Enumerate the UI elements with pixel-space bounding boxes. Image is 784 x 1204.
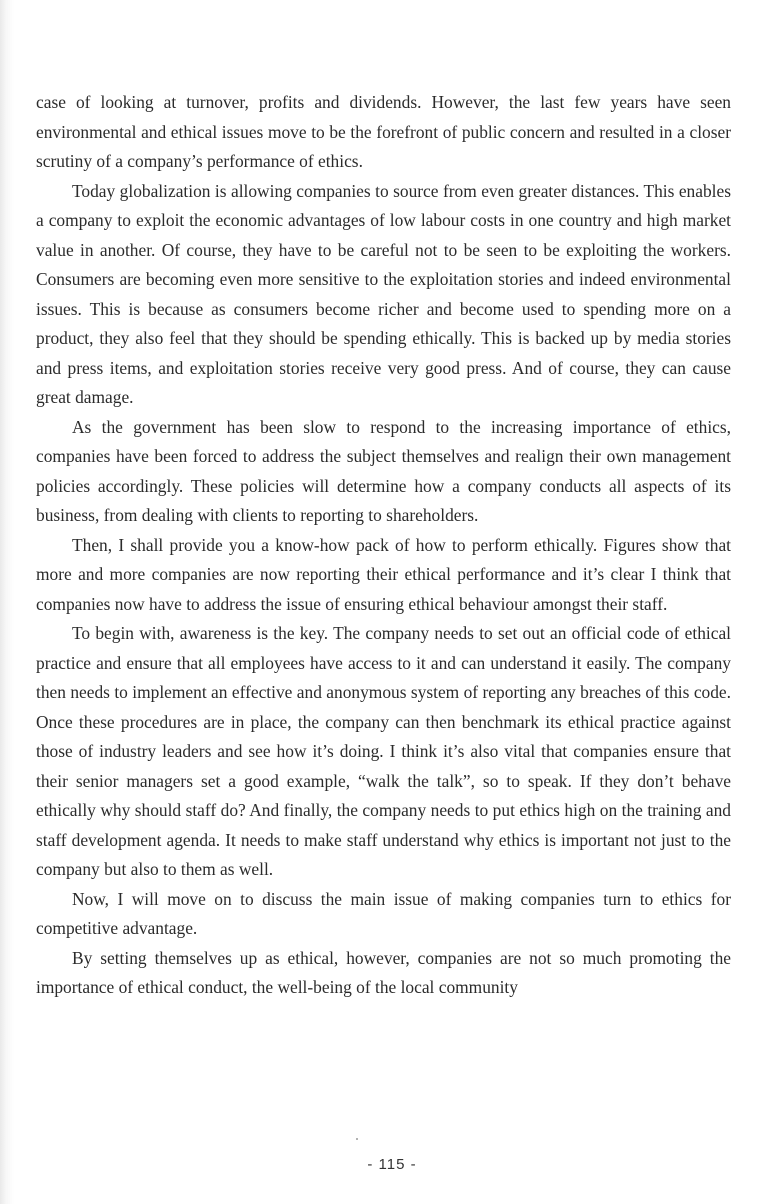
print-speck <box>356 1138 358 1140</box>
paragraph-1: case of looking at turnover, profits and dividends. However, the last few years have seen environmental and ethical issues move to be the forefront of public concern and resulted in a closer scrutiny of a company’s performance of ethics. <box>36 92 731 171</box>
paragraph-5: To begin with, awareness is the key. The company needs to set out an official code of ethical practice and ensure that all employees have access to it and can understand it easily. The company then needs to implement an effective and anonymous system of reporting any breaches of this code. Once these procedures are in place, the company can then benchmark its ethical practice against those of industry leaders and see how it’s doing. I think it’s also vital that companies ensure that their senior managers set a good example, “walk the talk”, so to speak. If they don’t behave ethically why should staff do? And finally, the company needs to put ethics high on the training and staff development agenda. It needs to make staff understand why ethics is important not just to the company but also to them as well. <box>36 623 731 879</box>
paragraph-7: By setting themselves up as ethical, however, companies are not so much promoting the importance of ethical conduct, the well-being of the local community <box>36 947 731 997</box>
body-text <box>36 88 731 1003</box>
paragraph-6: Now, I will move on to discuss the main issue of making companies turn to ethics for competitive advantage. <box>36 888 731 938</box>
paragraph-3: As the government has been slow to respond to the increasing importance of ethics, companies have been forced to address the subject themselves and realign their own management policies accordingly. These policies will determine how a company conducts all aspects of its business, from dealing with clients to reporting to shareholders. <box>36 416 731 525</box>
page-number: - 115 - <box>367 1156 417 1173</box>
paragraph-2: Today globalization is allowing companies to source from even greater distances. This enables a company to exploit the economic advantages of low labour costs in one country and high market value in another. Of course, they have to be careful not to be seen to be exploiting the workers. Consumers are becoming even more sensitive to the exploitation stories and indeed environmental issues. This is because as consumers become richer and become used to spending more on a product, they also feel that they should be spending ethically. This is backed up by media stories and press items, and exploitation stories receive very good press. And of course, they can cause great damage. <box>36 180 731 407</box>
paragraph-4: Then, I shall provide you a know-how pack of how to perform ethically. Figures show that more and more companies are now reporting their ethical performance and it’s clear I think that companies now have to address the issue of ensuring ethical behaviour amongst their staff. <box>36 534 731 614</box>
